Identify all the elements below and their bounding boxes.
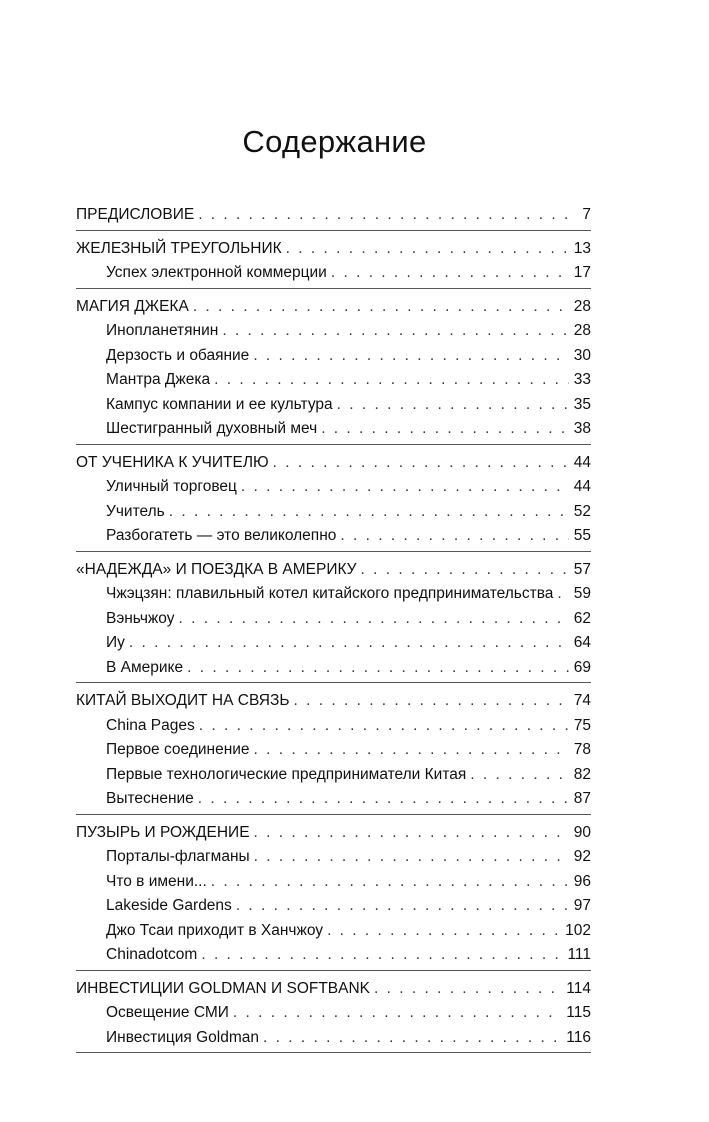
toc-entry-label: Первые технологические предприниматели Китая: [106, 765, 467, 783]
toc-page-number: 87: [573, 790, 591, 807]
dot-leader: [236, 894, 569, 919]
dot-leader: [254, 821, 569, 846]
toc-page-number: 74: [573, 692, 591, 709]
dot-leader: [470, 763, 569, 788]
toc-page-number: 75: [573, 716, 591, 734]
toc-entry-label: Шестигранный духовный меч: [106, 420, 318, 437]
toc-page-number: 62: [573, 609, 591, 627]
toc-entry-label: Chinadotcom: [106, 946, 198, 963]
toc-chapter-heading: [76, 203, 591, 228]
toc-chapter: [76, 295, 591, 445]
toc-entry-label: Мантра Джека: [106, 371, 211, 388]
toc-entry-label: Джо Тсаи приходит в Ханчжоу: [106, 921, 324, 939]
toc-subentry: [76, 943, 591, 968]
toc-page-number: 38: [573, 420, 591, 437]
toc-entry-label: ПУЗЫРЬ И РОЖДЕНИЕ: [76, 823, 250, 841]
toc-entry-label: Первое соединение: [106, 741, 250, 758]
dot-leader: [321, 417, 569, 442]
toc-entry-label: Учитель: [106, 502, 165, 520]
toc-chapter: [76, 689, 591, 815]
toc-subentry: [76, 894, 591, 919]
dot-leader: [254, 738, 569, 763]
toc-page-number: 90: [573, 823, 591, 841]
toc-page-number: 82: [573, 765, 591, 783]
toc-chapter-heading: [76, 295, 591, 320]
toc-entry-label: Дерзость и обаяние: [106, 346, 250, 364]
toc-chapter: [76, 558, 591, 684]
toc-entry-label: Порталы-флагманы: [106, 848, 250, 865]
toc-page-number: 44: [573, 453, 591, 471]
dot-leader: [557, 582, 569, 607]
toc-page-number: 92: [573, 848, 591, 865]
toc-entry-label: В Америке: [106, 658, 184, 676]
toc-page-number: 28: [573, 322, 591, 339]
toc-chapter: [76, 237, 591, 289]
dot-leader: [241, 475, 569, 500]
toc-subentry: [76, 524, 591, 549]
toc-chapter-heading: [76, 689, 591, 714]
toc-chapter: [76, 821, 591, 971]
toc-subentry: [76, 261, 591, 286]
dot-leader: [374, 977, 562, 1002]
dot-leader: [211, 870, 569, 895]
page-title: Содержание: [242, 124, 427, 159]
toc-subentry: [76, 417, 591, 442]
toc-subentry: [76, 870, 591, 895]
toc-subentry: [76, 368, 591, 393]
toc-chapter-heading: [76, 558, 591, 583]
toc-page-number: 35: [573, 395, 591, 413]
toc-page-number: 30: [573, 346, 591, 364]
toc-entry-label: Что в имени...: [106, 872, 207, 890]
toc-page-number: 52: [573, 502, 591, 520]
toc-chapter: [76, 451, 591, 552]
dot-leader: [233, 1001, 562, 1026]
toc-subentry: [76, 845, 591, 870]
dot-leader: [198, 203, 569, 228]
toc-chapter-heading: [76, 821, 591, 846]
dot-leader: [337, 393, 569, 418]
toc-entry-label: ПРЕДИСЛОВИЕ: [76, 206, 195, 223]
toc-entry-label: Разбогатеть — это великолепно: [106, 527, 337, 544]
toc-subentry: [76, 631, 591, 656]
toc-subentry: [76, 500, 591, 525]
toc-entry-label: КИТАЙ ВЫХОДИТ НА СВЯЗЬ: [76, 692, 290, 709]
toc-subentry: [76, 319, 591, 344]
toc-subentry: [76, 919, 591, 944]
toc-subentry: [76, 1001, 591, 1026]
toc-entry-label: Успех электронной коммерции: [106, 264, 327, 281]
dot-leader: [253, 344, 569, 369]
dot-leader: [198, 787, 569, 812]
toc-subentry: [76, 714, 591, 739]
toc-entry-label: Кампус компании и ее культура: [106, 395, 333, 413]
toc-entry-label: Иу: [106, 634, 125, 651]
toc-subentry: [76, 656, 591, 681]
toc-page-number: 17: [573, 264, 591, 281]
toc-entry-label: «НАДЕЖДА» И ПОЕЗДКА В АМЕРИКУ: [76, 560, 357, 578]
dot-leader: [327, 919, 561, 944]
toc-entry-label: Инвестиция Goldman: [106, 1028, 260, 1046]
toc-subentry: [76, 738, 591, 763]
toc-subentry: [76, 475, 591, 500]
dot-leader: [273, 451, 569, 476]
dot-leader: [201, 943, 563, 968]
toc-subentry: [76, 344, 591, 369]
toc-subentry: [76, 393, 591, 418]
toc-entry-label: Чжэцзян: плавильный котел китайского предпринимательства: [106, 585, 554, 602]
toc-subentry: [76, 582, 591, 607]
toc-page-number: 57: [573, 560, 591, 578]
toc-page-number: 28: [573, 297, 591, 315]
toc-chapter: [76, 203, 591, 231]
dot-leader: [361, 558, 569, 583]
toc-chapter: [76, 977, 591, 1054]
toc-entry-label: ОТ УЧЕНИКА К УЧИТЕЛЮ: [76, 453, 269, 471]
dot-leader: [129, 631, 569, 656]
toc-entry-label: Освещение СМИ: [106, 1004, 229, 1021]
toc-entry-label: Уличный торговец: [106, 478, 237, 495]
dot-leader: [294, 689, 569, 714]
toc-page-number: 44: [573, 478, 591, 495]
dot-leader: [193, 295, 569, 320]
toc-subentry: [76, 763, 591, 788]
dot-leader: [199, 714, 569, 739]
toc-page-number: 102: [565, 921, 591, 939]
toc-entry-label: Инопланетянин: [106, 322, 219, 339]
dot-leader: [286, 237, 569, 262]
toc-page-number: 111: [567, 946, 591, 963]
toc-subentry: [76, 787, 591, 812]
toc-chapter-heading: [76, 977, 591, 1002]
toc-chapter-heading: [76, 451, 591, 476]
dot-leader: [222, 319, 569, 344]
dot-leader: [254, 845, 569, 870]
dot-leader: [331, 261, 569, 286]
toc-page-number: 97: [573, 897, 591, 914]
toc-page-number: 33: [573, 371, 591, 388]
toc-entry-label: Вытеснение: [106, 790, 194, 807]
toc-entry-label: ИНВЕСТИЦИИ GOLDMAN И SOFTBANK: [76, 979, 371, 997]
toc-chapter-heading: [76, 237, 591, 262]
toc-page-number: 13: [573, 239, 591, 257]
toc-entry-label: China Pages: [106, 716, 195, 734]
dot-leader: [340, 524, 569, 549]
toc-page-number: 96: [573, 872, 591, 890]
toc-entry-label: МАГИЯ ДЖЕКА: [76, 297, 189, 315]
toc-page-number: 64: [573, 634, 591, 651]
toc-subentry: [76, 1026, 591, 1051]
toc-page-number: 7: [582, 206, 591, 223]
toc-page-number: 114: [566, 979, 591, 997]
toc-page-number: 59: [573, 585, 591, 602]
toc-page-number: 78: [573, 741, 591, 758]
toc-subentry: [76, 607, 591, 632]
toc-page-number: 55: [573, 527, 591, 544]
dot-leader: [169, 500, 569, 525]
toc-page-number: 116: [566, 1028, 591, 1046]
dot-leader: [263, 1026, 562, 1051]
toc-entry-label: Вэньчжоу: [106, 609, 175, 627]
toc-entry-label: Lakeside Gardens: [106, 897, 232, 914]
dot-leader: [179, 607, 570, 632]
toc-page-number: 115: [566, 1004, 591, 1021]
dot-leader: [187, 656, 569, 681]
toc-entry-label: ЖЕЛЕЗНЫЙ ТРЕУГОЛЬНИК: [76, 239, 282, 257]
toc-page-number: 69: [573, 658, 591, 676]
dot-leader: [214, 368, 569, 393]
table-of-contents: [76, 203, 591, 1059]
